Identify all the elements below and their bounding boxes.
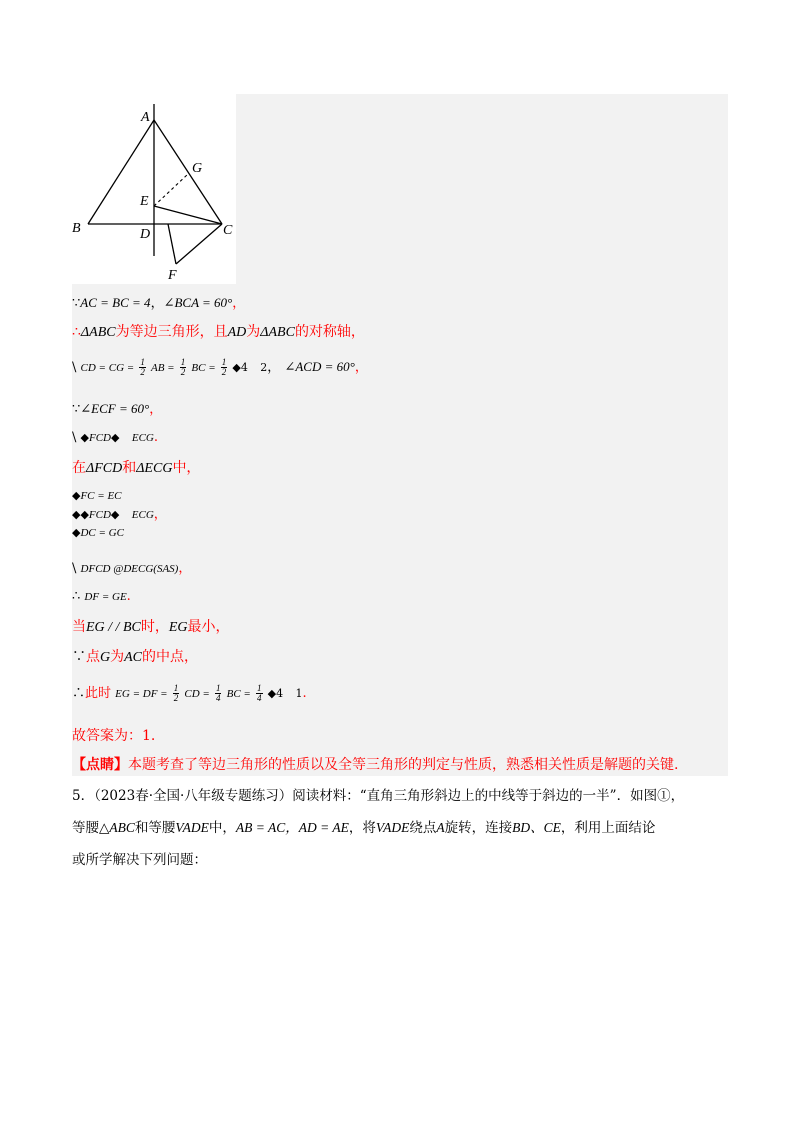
answer-line: 故答案为：1. — [72, 728, 156, 744]
fraction: $\frac{1}{2}$ — [140, 357, 145, 377]
math-angle-fcd: ◆◆FCD◆ — [72, 509, 120, 521]
text: 为 — [110, 649, 125, 665]
text: 和 — [122, 460, 137, 476]
label-e: E — [140, 194, 149, 209]
math-equal-sides: AB = AC，AD = AE — [235, 820, 349, 835]
therefore-symbol: \ — [72, 430, 77, 445]
segment-fd — [168, 224, 176, 264]
separator: . — [153, 430, 158, 445]
math-triangle-ade: VADE — [375, 820, 410, 835]
separator: . — [302, 686, 307, 701]
separator: ， — [267, 360, 281, 375]
math-angle-acd: ∠ACD = 60° — [284, 359, 355, 374]
question-number: 5． — [72, 788, 95, 804]
text: 为 — [246, 324, 261, 340]
text: 此时 — [85, 686, 112, 701]
label-d: D — [140, 227, 151, 242]
math-triangle-ecg: ΔECG — [136, 461, 173, 476]
solution-line-3 — [72, 358, 368, 377]
math-triangle-abc: △ABC — [99, 820, 135, 835]
solution-line-11 — [72, 648, 198, 667]
math-fc-ec: ◆FC = EC — [72, 490, 122, 502]
text: ，利用上面结论 — [560, 820, 656, 836]
separator: ， — [149, 402, 163, 417]
text: 的中点， — [142, 649, 199, 665]
geometry-figure — [72, 94, 236, 284]
separator: ， — [150, 296, 164, 311]
separator: ， — [232, 296, 246, 311]
comment-text: 本题考查了等边三角形的性质以及全等三角形的判定与性质，熟悉相关性质是解题的关键. — [128, 757, 679, 773]
therefore-symbol: \ — [72, 360, 77, 375]
math-angle-ecf: ∠ECF = 60° — [80, 401, 150, 416]
math-eg-parallel-bc: EG / / BC — [86, 620, 141, 635]
label-a: A — [141, 110, 150, 125]
solution-line-5 — [72, 429, 158, 447]
math-triangle-ade: VADE — [175, 820, 209, 835]
math-congruence: DFCD @DECG(SAS) — [80, 563, 179, 575]
solution-line-10 — [72, 618, 230, 637]
math-bd-ce: BD、CE — [512, 820, 561, 835]
math-triangle-abc: ΔABC — [80, 325, 116, 340]
text: 在 — [72, 460, 86, 476]
math-bc: BC = — [191, 362, 216, 374]
text: 中， — [172, 460, 201, 476]
fraction: $\frac{1}{2}$ — [180, 357, 186, 377]
therefore-symbol: \ — [72, 561, 77, 576]
text: 和等腰 — [134, 820, 176, 836]
solution-line-1 — [72, 294, 245, 313]
text: 等腰 — [72, 820, 99, 836]
text: 最小， — [187, 619, 230, 635]
solution-line-7c — [72, 524, 124, 542]
math-cd-cg: CD = CG = — [80, 362, 135, 374]
math-ad: AD — [227, 325, 247, 340]
text: 的对称轴， — [294, 324, 365, 340]
solution-line-8 — [72, 560, 191, 578]
text: 点 — [86, 649, 100, 665]
question-5-line-3: 或所学解决下列问题： — [72, 852, 207, 868]
math-2: 2 — [260, 361, 268, 374]
triangle-diagram — [72, 94, 236, 284]
math-point-a: A — [436, 820, 445, 835]
because-symbol: ∵ — [72, 402, 81, 417]
solution-line-2 — [72, 323, 365, 342]
separator: ， — [354, 360, 368, 375]
math-times-4: ◆4 — [267, 687, 284, 700]
separator: ， — [178, 561, 192, 576]
comment-tag: 【点睛】 — [72, 757, 128, 773]
fraction: $\frac{1}{2}$ — [173, 683, 179, 703]
because-symbol: ∵ — [72, 649, 86, 665]
text: 为等边三角形，且 — [115, 324, 228, 340]
math-df-ge: DF = GE — [84, 591, 127, 603]
math-angle-bca: ∠BCA = 60° — [163, 295, 233, 310]
math-cd: CD = — [184, 688, 210, 700]
question-5-line-2 — [72, 818, 655, 838]
math-angle-ecg: ECG — [131, 509, 154, 521]
segment-eg — [154, 174, 188, 206]
comment-line — [72, 756, 678, 774]
segment-cf — [176, 224, 222, 264]
math-dc-gc: ◆DC = GC — [72, 527, 124, 539]
fraction: $\frac{1}{4}$ — [215, 683, 221, 703]
question-text: （2023春·全国·八年级专题练习）阅读材料：“直角三角形斜边上的中线等于斜边的一半”．如图①， — [94, 788, 685, 804]
text: ，将 — [348, 820, 376, 836]
math-1: 1 — [295, 687, 303, 700]
math-angle-ecg: ECG — [131, 432, 154, 444]
label-g: G — [192, 161, 203, 176]
math-g: G — [100, 650, 111, 665]
math-eg-df: EG = DF = — [115, 688, 168, 700]
solution-line-4 — [72, 400, 162, 419]
math-bc: BC = — [226, 688, 251, 700]
math-ac: AC — [124, 650, 143, 665]
separator: ， — [153, 507, 167, 522]
fraction: $\frac{1}{4}$ — [257, 683, 262, 703]
therefore-symbol: ∴ — [72, 324, 81, 340]
solution-line-7b — [72, 506, 167, 524]
therefore-symbol: ∴ — [72, 589, 81, 604]
because-symbol: ∵ — [72, 296, 81, 311]
label-b: B — [72, 221, 81, 236]
text: 时， — [140, 619, 169, 635]
text: 当 — [72, 619, 86, 635]
solution-line-12 — [72, 684, 307, 703]
solution-line-6 — [72, 459, 200, 478]
math-ac-bc: AC = BC = 4 — [80, 295, 151, 310]
math-eg: EG — [168, 620, 188, 635]
label-f: F — [168, 268, 177, 283]
solution-line-7a — [72, 487, 122, 505]
fraction: $\frac{1}{2}$ — [221, 357, 227, 377]
math-ab: AB = — [150, 362, 175, 374]
math-angle-fcd: ◆FCD◆ — [80, 432, 120, 444]
question-5-line-1 — [72, 786, 684, 806]
label-c: C — [223, 223, 233, 238]
math-triangle-abc: ΔABC — [260, 325, 295, 340]
solution-line-9 — [72, 588, 131, 606]
text: 中， — [208, 820, 236, 836]
text: 旋转，连接 — [444, 820, 513, 836]
text: 绕点 — [409, 820, 437, 836]
separator: . — [126, 589, 131, 604]
math-triangle-fcd: ΔFCD — [86, 461, 123, 476]
math-times-4: ◆4 — [232, 361, 248, 374]
therefore-symbol: ∴ — [72, 686, 86, 701]
